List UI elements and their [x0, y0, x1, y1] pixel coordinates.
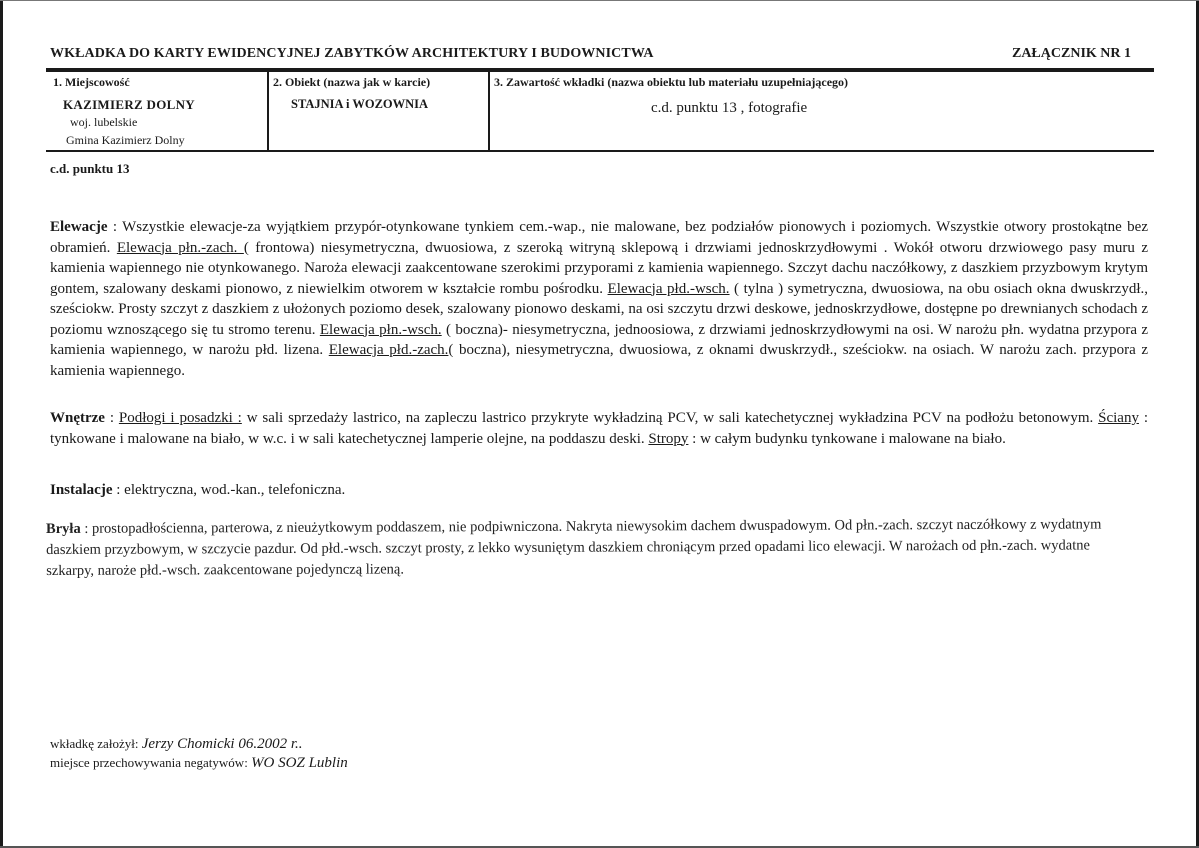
elevations-text-4: ( boczna)- niesymetryczna, jednoosiowa, z drzwiami jednoskrzydłowymi na osi. W narożu płn. wydatna przypora z kamienia wapiennego, w narożu płd. lizena.	[50, 321, 1149, 358]
document-title: WKŁADKA DO KARTY EWIDENCYJNEJ ZABYTKÓW ARCHITEKTURY I BUDOWNICTWA	[50, 46, 654, 61]
author-value: Jerzy Chomicki 06.2002 r..	[141, 736, 303, 752]
voivodeship: woj. lubelskie	[70, 115, 138, 129]
card-edge-top	[0, 0, 1199, 1]
interior-label: Wnętrze	[50, 410, 105, 426]
elevations-text-2: ( frontowa) niesymetryczna, dwuosiowa, z szeroką witryną sklepową i drzwiami jednoskrzydłowymi . Wokół otworu drzwiowego pasy muru z kamienia wapiennego nie otynkowanego. Naroża elewacji zaakcentowane szerokimi przyporami z kamienia wapiennego. Szczyt dachu naczółkowy, z daszkiem przyzbowym krytym gontem, szalowany deskami pionowo, z niewielkim otworem w kształcie rombu pośrodku.	[50, 239, 1148, 297]
card-edge-left	[0, 0, 3, 848]
locality-heading: 1. Miejscowość	[53, 75, 130, 89]
interior-text-3: : tynkowane i malowane na biało, w w.c. i w sali katechetycznej lamperie olejne, na poddaszu deski.	[50, 410, 1148, 447]
installations-text: : elektryczna, wod.-kan., telefoniczna.	[112, 482, 346, 498]
walls-heading: Ściany	[1098, 410, 1139, 426]
interior-text-2: w sali sprzedaży lastrico, na zapleczu lastrico przykryte wykładziną PCV, w sali katechetycznej wykładzina PCV na podłożu betonowym.	[241, 410, 1099, 426]
massing-label: Bryła	[46, 520, 81, 537]
floors-heading: Podłogi i posadzki :	[118, 410, 242, 426]
elevations-paragraph	[50, 217, 1148, 381]
elevations-text-1: : Wszystkie elewacje-za wyjątkiem przypór-otynkowane tynkiem cem.-wap., nie malowane, bez podziałów pionowych i poziomych. Wszystkie otwory prostokątne bez obramień.	[50, 219, 1148, 256]
commune: Gmina Kazimierz Dolny	[66, 133, 185, 147]
massing-paragraph	[46, 514, 1126, 582]
installations-paragraph	[50, 480, 1148, 501]
object-name: STAJNIA i WOZOWNIA	[291, 97, 429, 111]
negatives-line	[50, 755, 348, 772]
elevation-nw-heading: Elewacja płn.-zach.	[116, 239, 244, 256]
table-bottom-rule	[46, 150, 1154, 152]
interior-text-4: : w całym budynku tynkowane i malowane na biało.	[688, 430, 1006, 447]
object-heading: 2. Obiekt (nazwa jak w karcie)	[273, 75, 431, 89]
insert-content-heading: 3. Zawartość wkładki (nazwa obiektu lub materiału uzupełniającego)	[494, 75, 849, 89]
annex-label: ZAŁĄCZNIK NR 1	[1011, 46, 1131, 61]
elevation-sw-heading: Elewacja płd.-zach.	[328, 342, 449, 358]
elevation-se-heading: Elewacja płd.-wsch.	[607, 280, 730, 297]
interior-text-1: :	[104, 410, 119, 426]
header-rule	[46, 68, 1154, 72]
installations-label: Instalacje	[50, 482, 113, 498]
insert-content: c.d. punktu 13 , fotografie	[651, 100, 808, 116]
continuation-label: c.d. punktu 13	[50, 161, 130, 176]
table-divider-1	[267, 72, 269, 150]
elevation-ne-heading: Elewacja płn.-wsch.	[319, 321, 442, 338]
locality-name: KAZIMIERZ DOLNY	[63, 97, 195, 112]
elevations-text-5: ( boczna), niesymetryczna, dwuosiowa, z oknami dwuskrzydł., sześciokw. na osiach. W narożu zach. przypora z kamienia wapiennego.	[50, 342, 1148, 379]
author-line	[50, 736, 303, 753]
interior-paragraph	[50, 408, 1148, 449]
elevations-text-3: ( tylna ) symetryczna, dwuosiowa, na obu osiach okna dwuskrzydł., sześciokw. Prosty szczyt z daszkiem z ułożonych poziomo desek, szalowany pionowo deskami, na osi szczytu drzwi deskowe, jednoskrzydłowe, dostępne po drewnianych schodach z poziomu wznoszącego się tu stromo terenu.	[50, 280, 1148, 338]
ceilings-heading: Stropy	[648, 430, 689, 447]
author-label: wkładkę założył:	[50, 736, 139, 751]
table-divider-2	[488, 72, 490, 150]
elevations-label: Elewacje	[50, 219, 108, 235]
massing-text: : prostopadłościenna, parterowa, z nieużytkowym poddaszem, nie podpiwniczona. Nakryta niewysokim dachem dwuspadowym. Od płn.-zach. szczyt naczółkowy z wydatnym daszkiem przyzbowym, w szczycie pazdur. Od płd.-wsch. szczyt prosty, z lekko wysuniętym daszkiem chroniącym przed opadami lico elewacji. W narożach od płn.-zach. wydatne szkarpy, naroże płd.-wsch. zaakcentowane pojedynczą lizeną.	[46, 516, 1102, 579]
negatives-value: WO SOZ Lublin	[251, 755, 348, 771]
negatives-label: miejsce przechowywania negatywów:	[50, 755, 248, 770]
